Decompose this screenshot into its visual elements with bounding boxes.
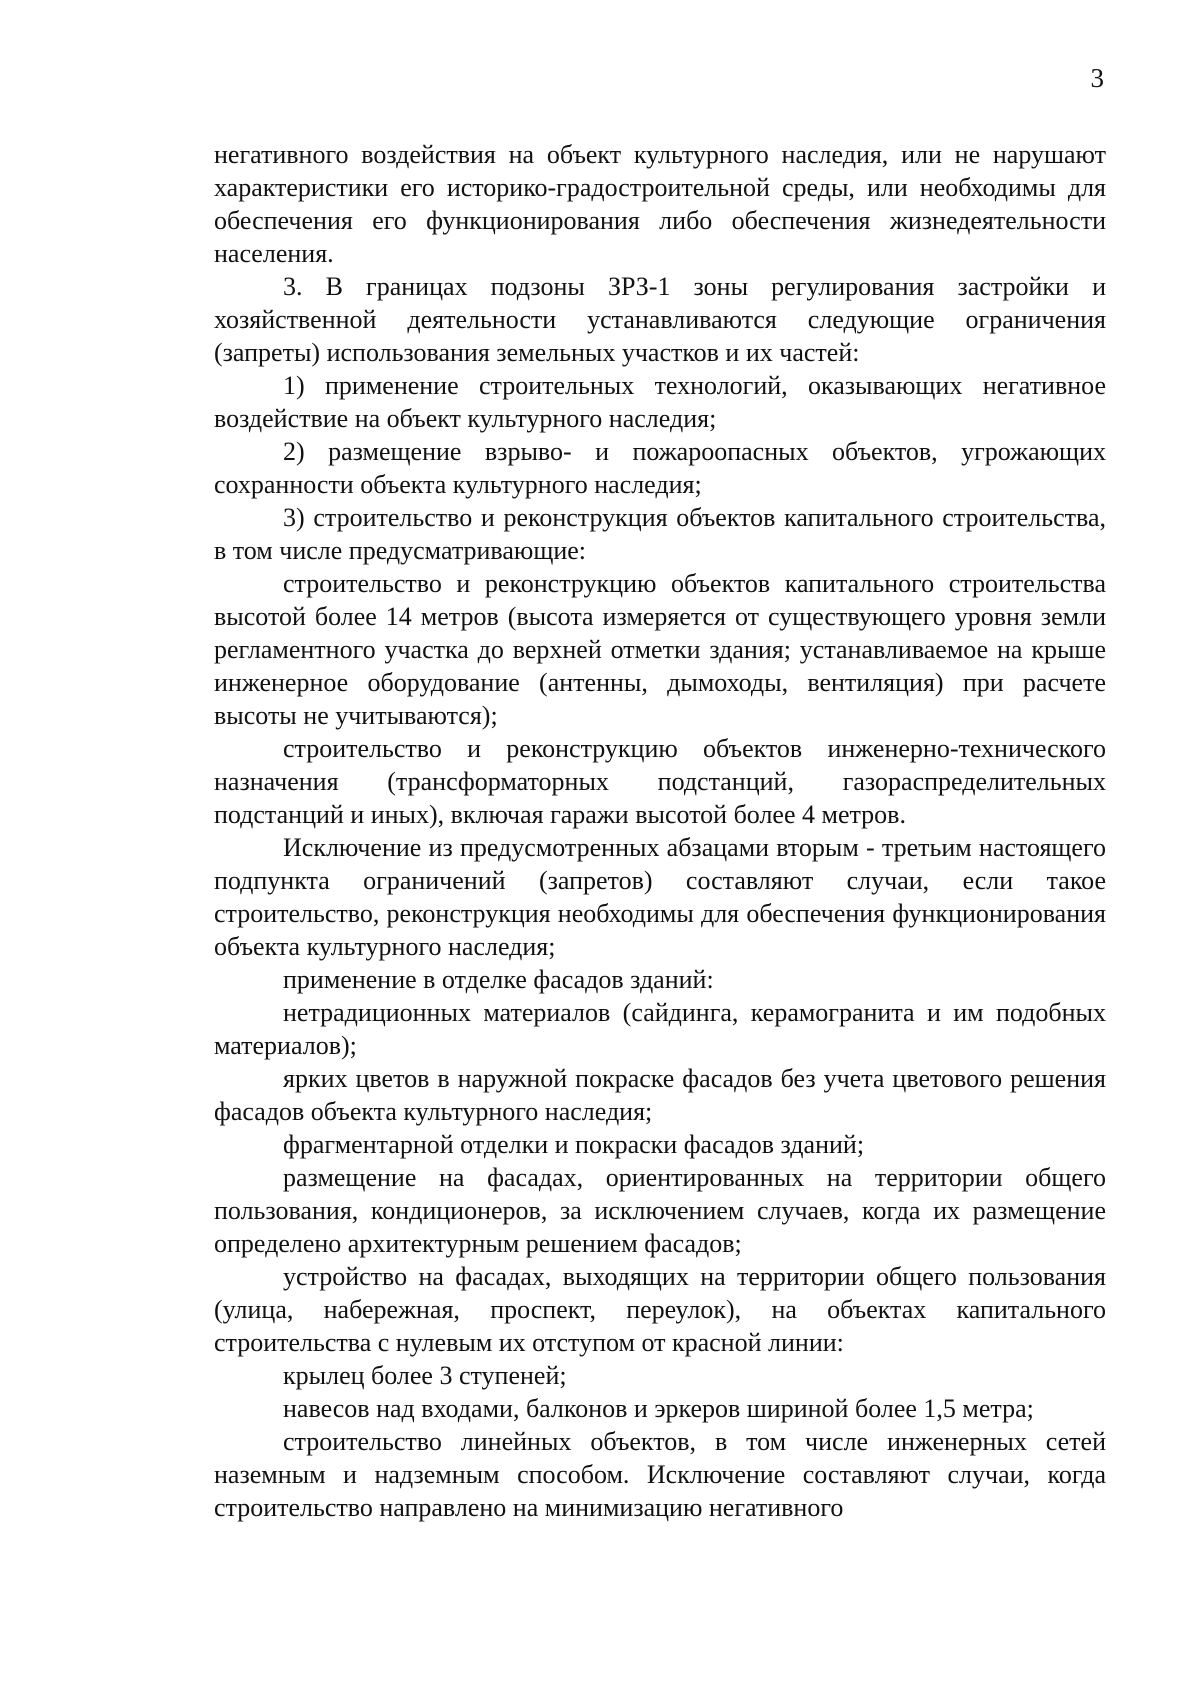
paragraph: 3) строительство и реконструкция объектов капитального строительства, в том числе предусматривающие: bbox=[214, 503, 1106, 565]
document-body bbox=[214, 138, 1106, 1524]
paragraph: 1) применение строительных технологий, оказывающих негативное воздействие на объект культурного наследия; bbox=[214, 371, 1106, 433]
paragraph: 2) размещение взрыво- и пожароопасных объектов, угрожающих сохранности объекта культурного наследия; bbox=[214, 437, 1106, 499]
paragraph: навесов над входами, балконов и эркеров шириной более 1,5 метра; bbox=[283, 1394, 1034, 1423]
paragraph: устройство на фасадах, выходящих на территории общего пользования (улица, набережная, проспект, переулок), на объектах капитального строительства с нулевым их отступом от красной линии: bbox=[214, 1262, 1106, 1357]
paragraph: 3. В границах подзоны ЗРЗ-1 зоны регулирования застройки и хозяйственной деятельности устанавливаются следующие ограничения (запреты) использования земельных участков и их частей: bbox=[214, 272, 1106, 367]
paragraph: нетрадиционных материалов (сайдинга, керамогранита и им подобных материалов); bbox=[214, 998, 1106, 1060]
paragraph: строительство и реконструкцию объектов капитального строительства высотой более 14 метров (высота измеряется от существующего уровня земли регламентного участка до верхней отметки здания; устанавливаемое на крыше инженерное оборудование (антенны, дымоходы, вентиляция) при расчете высоты не учитываются); bbox=[214, 569, 1106, 730]
paragraph: крылец более 3 ступеней; bbox=[283, 1361, 567, 1390]
paragraph: размещение на фасадах, ориентированных на территории общего пользования, кондиционеров, за исключением случаев, когда их размещение определено архитектурным решением фасадов; bbox=[214, 1163, 1106, 1258]
paragraph: фрагментарной отделки и покраски фасадов зданий; bbox=[283, 1130, 865, 1159]
paragraph: Исключение из предусмотренных абзацами вторым - третьим настоящего подпункта ограничений (запретов) составляют случаи, если такое строительство, реконструкция необходимы для обеспечения функционирования объекта культурного наследия; bbox=[214, 833, 1106, 961]
page-number: 3 bbox=[1090, 63, 1104, 93]
paragraph: применение в отделке фасадов зданий: bbox=[283, 965, 714, 994]
paragraph: строительство и реконструкцию объектов инженерно-технического назначения (трансформаторных подстанций, газораспределительных подстанций и иных), включая гаражи высотой более 4 метров. bbox=[214, 734, 1106, 829]
paragraph: негативного воздействия на объект культурного наследия, или не нарушают характеристики его историко-градостроительной среды, или необходимы для обеспечения его функционирования либо обеспечения жизнедеятельности населения. bbox=[214, 140, 1106, 268]
paragraph: ярких цветов в наружной покраске фасадов без учета цветового решения фасадов объекта культурного наследия; bbox=[214, 1064, 1106, 1126]
paragraph: строительство линейных объектов, в том числе инженерных сетей наземным и надземным способом. Исключение составляют случаи, когда строительство направлено на минимизацию негативного bbox=[214, 1427, 1106, 1522]
